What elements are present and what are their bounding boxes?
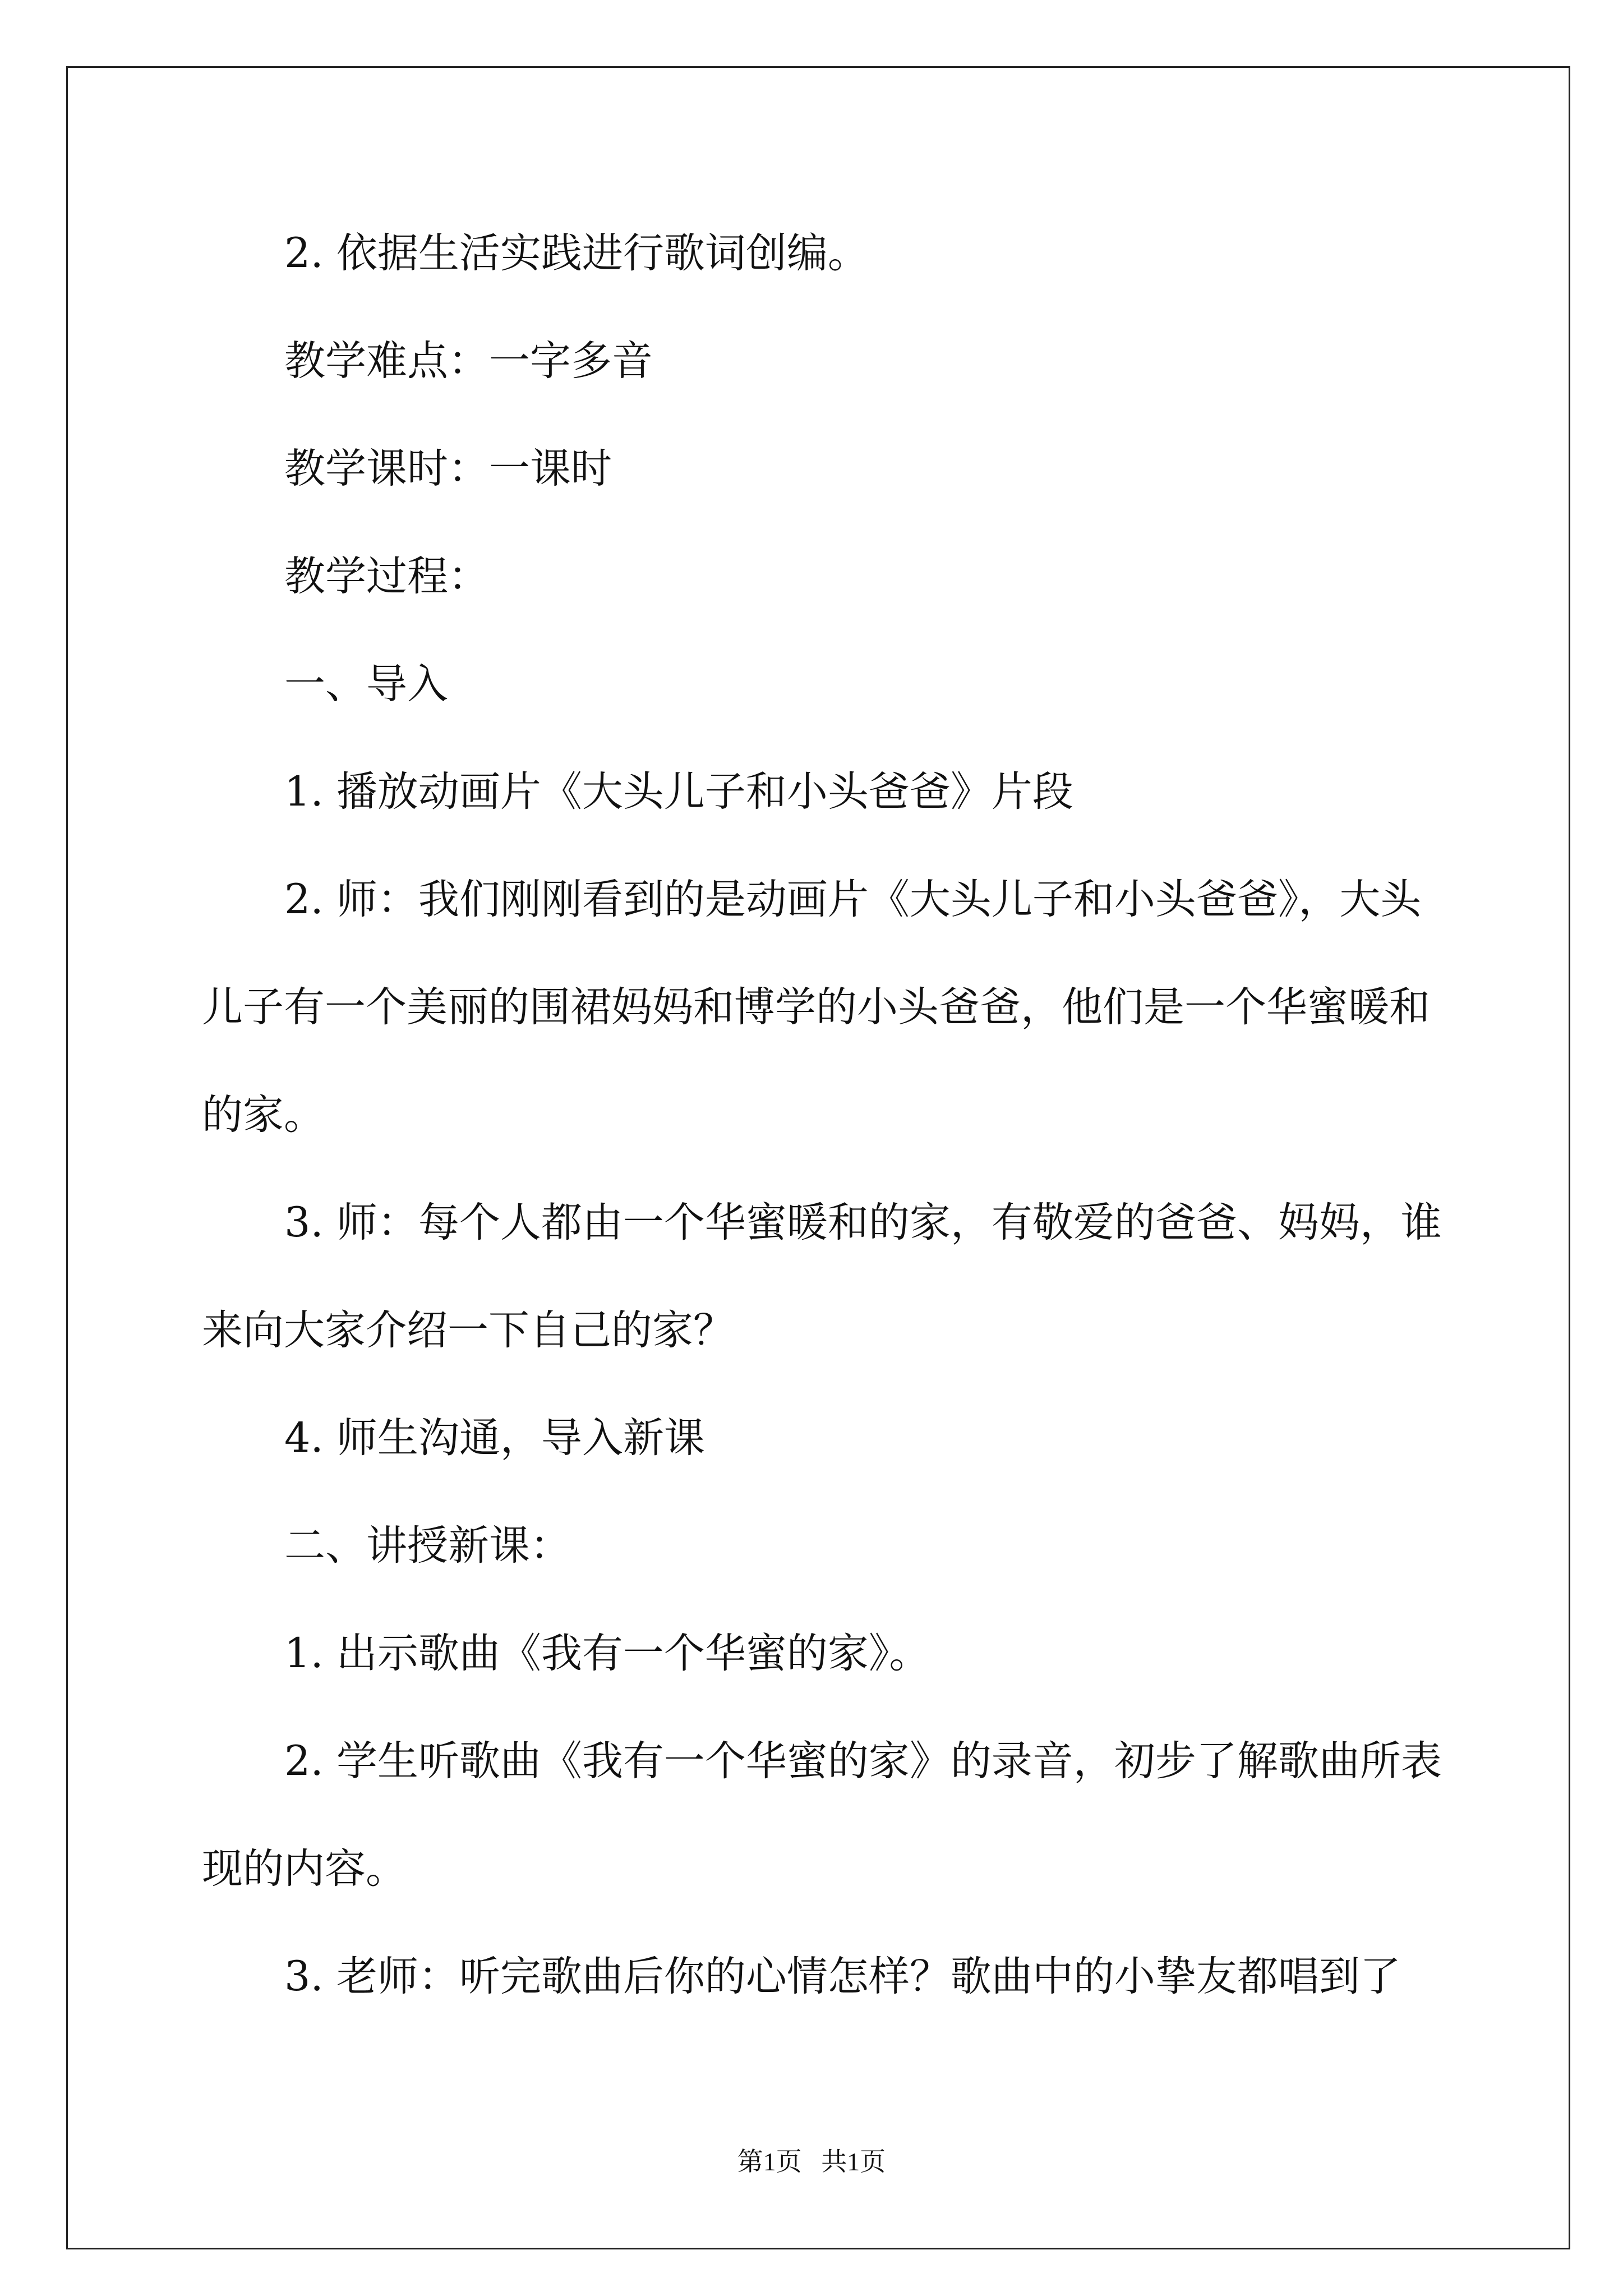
paragraph-step-1 xyxy=(202,738,1458,846)
text-line: 来向大家介绍一下自己的家？ xyxy=(202,1306,734,1354)
text-line: 2. 依据生活实践进行歌词创编。 xyxy=(284,229,869,277)
text-line: 1. 出示歌曲《我有一个华蜜的家》。 xyxy=(284,1630,930,1677)
text-line: 的家。 xyxy=(202,1091,325,1139)
text-line: 2. 师：我们刚刚看到的是动画片《大头儿子和小头爸爸》，大头 xyxy=(284,876,1422,923)
text-line: 教学难点：一字多音 xyxy=(284,337,653,385)
text-line: 2. 学生听歌曲《我有一个华蜜的家》的录音，初步了解歌曲所表 xyxy=(284,1737,1442,1785)
paragraph-step-3 xyxy=(202,1169,1458,1384)
text-line: 现的内容。 xyxy=(202,1845,407,1893)
paragraph-lesson-step-1 xyxy=(202,1600,1458,1708)
text-line: 二、讲授新课： xyxy=(284,1522,571,1570)
document-body xyxy=(202,200,1458,2031)
text-line: 一、导入 xyxy=(284,660,448,708)
section-heading-introduction xyxy=(202,631,1458,738)
text-line: 3. 老师：听完歌曲后你的心情怎样？歌曲中的小挚友都唱到了 xyxy=(284,1953,1401,2000)
text-line: 4. 师生沟通，导入新课 xyxy=(284,1414,705,1462)
text-line: 教学课时：一课时 xyxy=(284,445,612,493)
paragraph-lesson-step-3 xyxy=(202,1923,1458,2031)
text-line: 1. 播放动画片《大头儿子和小头爸爸》片段 xyxy=(284,768,1073,816)
paragraph-class-hours xyxy=(202,415,1458,523)
text-line: 儿子有一个美丽的围裙妈妈和博学的小头爸爸，他们是一个华蜜暖和 xyxy=(202,983,1430,1031)
paragraph-creative-lyrics xyxy=(202,200,1458,307)
paragraph-lesson-step-2 xyxy=(202,1708,1458,1923)
section-heading-new-lesson xyxy=(202,1492,1458,1600)
paragraph-teaching-process xyxy=(202,523,1458,631)
page-footer: 第1页 共1页 xyxy=(737,2147,886,2176)
text-line: 3. 师：每个人都由一个华蜜暖和的家，有敬爱的爸爸、妈妈，谁 xyxy=(284,1199,1442,1246)
text-line: 教学过程： xyxy=(284,553,489,600)
paragraph-step-2 xyxy=(202,846,1458,1169)
paragraph-step-4 xyxy=(202,1384,1458,1492)
paragraph-teaching-difficulty xyxy=(202,307,1458,415)
